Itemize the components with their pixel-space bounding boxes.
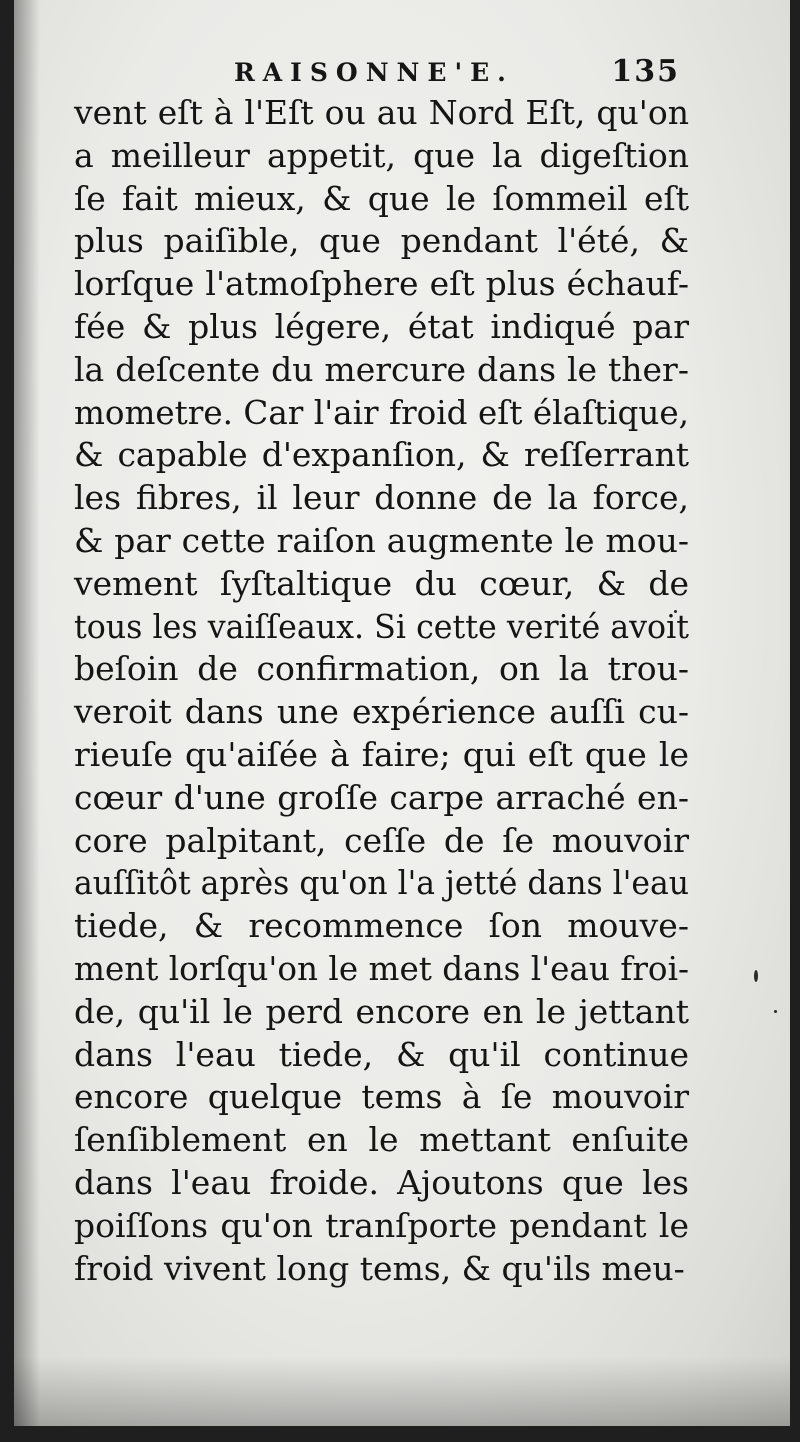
text-line: poiſſons qu'on tranſporte pendant le: [74, 1205, 689, 1245]
text-line: & capable d'expanſion, & reſſerrant: [74, 435, 689, 475]
text-line: les fibres, il leur donne de la force,: [74, 478, 689, 518]
text-line: a meilleur appetit, que la digeſtion: [74, 135, 689, 175]
ink-speck: [774, 1010, 777, 1013]
text-line: dans l'eau froide. Ajoutons que les: [74, 1162, 689, 1202]
show-through-ink: [144, 1290, 704, 1328]
text-line: tiede, & recommence ſon mouve-: [74, 906, 689, 946]
text-line: fée & plus légere, état indiqué par: [74, 306, 689, 346]
bottom-shadow: [14, 1356, 790, 1426]
body-text: [74, 92, 689, 1290]
text-line: beſoin de confirmation, on la trou-: [74, 649, 689, 689]
text-line: cœur d'une groſſe carpe arraché en-: [74, 777, 689, 817]
text-line: mometre. Car l'air froid eſt élaſtique,: [74, 392, 690, 432]
text-line: vent eſt à l'Eſt ou au Nord Eſt, qu'on: [74, 93, 689, 132]
text-line: veroit dans une expérience auſſi cu-: [74, 692, 689, 732]
text-line: ſe fait mieux, & que le ſommeil eſt: [74, 178, 689, 218]
text-line: ſenſiblement en le mettant enſuite: [74, 1120, 689, 1160]
text-line: ment lorſqu'on le met dans l'eau froi-: [74, 948, 690, 988]
gutter-shadow: [14, 0, 40, 1426]
text-line: encore quelque tems à ſe mouvoir: [74, 1077, 689, 1117]
text-line: froid vivent long tems, & qu'ils meu-: [74, 1248, 685, 1288]
ink-speck: [754, 970, 758, 982]
running-head: RAISONNE'E.: [234, 58, 514, 87]
paper-leaf: [14, 0, 790, 1426]
text-line: dans l'eau tiede, & qu'il continue: [74, 1034, 689, 1074]
text-line: plus paiſible, que pendant l'été, &: [74, 221, 689, 261]
page-number: 135: [611, 54, 680, 89]
text-line: & par cette raiſon augmente le mou-: [74, 520, 689, 560]
text-line: la deſcente du mercure dans le ther-: [74, 349, 689, 389]
text-line: rieuſe qu'aiſée à faire; qui eſt que le: [74, 734, 689, 774]
text-line: de, qu'il le perd encore en le jettant: [74, 991, 689, 1031]
text-line: lorſque l'atmoſphere eſt plus échauf-: [74, 264, 689, 304]
text-line: auſſitôt après qu'on l'a jetté dans l'eau: [74, 863, 690, 903]
text-line: tous les vaiſſeaux. Si cette verité avoit: [74, 606, 689, 646]
text-line: vement ſyſtaltique du cœur, & de: [74, 563, 689, 603]
text-line: core palpitant, ceſſe de ſe mouvoir: [74, 820, 689, 860]
